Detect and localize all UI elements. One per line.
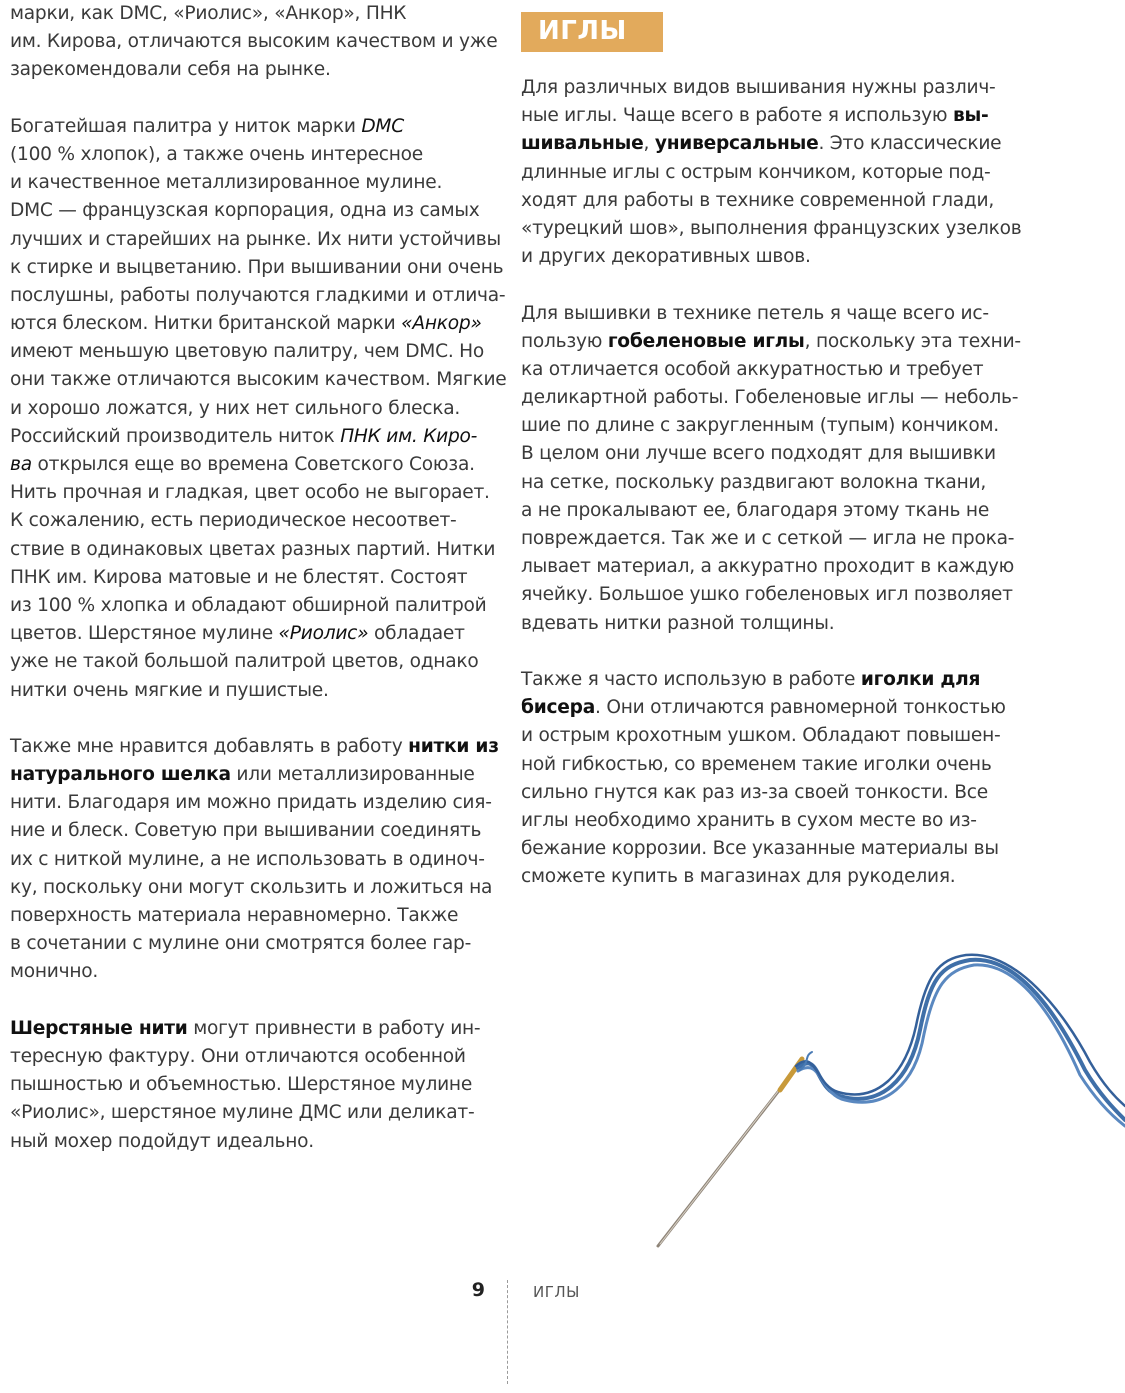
brand-ankor: «Анкор» — [401, 313, 482, 335]
footer-divider — [507, 1280, 508, 1384]
text-line: цветов. Шерстяное мулине «Риолис» обладает — [10, 623, 465, 645]
text-line: ной гибкостью, со временем такие иголки очень — [521, 753, 992, 775]
term-universal: универсальные — [654, 133, 819, 155]
text-line: на сетке, поскольку раздвигают волокна ткани, — [521, 471, 986, 493]
page-number: 9 — [471, 1279, 485, 1301]
text-line: ние и блеск. Советую при вышивании соединять — [10, 820, 482, 842]
brand-riolis: «Риолис» — [278, 623, 369, 645]
text-line: ные иглы. Чаще всего в работе я использую вы- — [521, 105, 989, 127]
text-line: В целом они лучше всего подходят для вышивки — [521, 443, 996, 465]
text-line: ка отличается особой аккуратностью и требует — [521, 358, 984, 380]
text-line: (100 % хлопок), а также очень интересное — [10, 143, 423, 165]
paragraph-wool-threads — [10, 1015, 488, 1156]
text-line: Для вышивки в технике петель я чаще всего ис- — [521, 302, 989, 324]
term-embroidery-cont: шивальные — [521, 133, 644, 155]
text-line: и острым крохотным ушком. Обладают повышен- — [521, 725, 1001, 747]
text-line: сильно гнутся как раз из-за своей тонкости. Все — [521, 781, 988, 803]
text-line: «Риолис», шерстяное мулине ДМС или деликат- — [10, 1102, 475, 1124]
text-line: ются блеском. Нитки британской марки «Анкор» — [10, 313, 482, 335]
text-line: ствие в одинаковых цветах разных партий. Нитки — [10, 538, 496, 560]
right-column — [521, 74, 1022, 891]
term-silk-cont: натурального шелка — [10, 764, 231, 786]
text-line: бисера. Они отличаются равномерной тонкостью — [521, 697, 1006, 719]
text-line: марки, как DMC, «Риолис», «Анкор», ПНК — [10, 3, 407, 24]
section-heading: ИГЛЫ — [521, 12, 663, 52]
paragraph-needle-types — [521, 74, 1022, 271]
text-line: зарекомендовали себя на рынке. — [10, 59, 331, 81]
term-embroidery: вы- — [952, 105, 989, 127]
text-line: монично. — [10, 961, 99, 983]
text-line: поверхность материала неравномерно. Также — [10, 905, 459, 926]
text-line: ку, поскольку они могут скользить и ложиться на — [10, 876, 493, 898]
text-line: Для различных видов вышивания нужны различ- — [521, 77, 996, 98]
term-bead-needles-cont: бисера — [521, 697, 596, 719]
text-line: шие по длине с закругленным (тупым) кончиком. — [521, 415, 999, 437]
text-line: в сочетании с мулине они смотрятся более гар- — [10, 933, 472, 955]
text-line: ный мохер подойдут идеально. — [10, 1130, 314, 1152]
text-line: повреждается. Так же и с сеткой — игла не прока- — [521, 528, 1015, 549]
text-line: нитки очень мягкие и пушистые. — [10, 679, 329, 701]
paragraph-thread-brands — [10, 0, 498, 85]
text-line: вдевать нитки разной толщины. — [521, 612, 835, 634]
text-line: и качественное металлизированное мулине. — [10, 172, 443, 194]
text-line: Нить прочная и гладкая, цвет особо не выгорает. — [10, 482, 490, 504]
brand-dmc: DMC — [361, 115, 404, 137]
term-bead-needles: иголки для — [860, 668, 981, 690]
text-line: лучших и старейших на рынке. Их нити устойчивы — [10, 228, 501, 250]
text-line: их с ниткой мулине, а не использовать в одиноч- — [10, 848, 485, 870]
text-line: DMC — французская корпорация, одна из самых — [10, 200, 480, 222]
text-line: сможете купить в магазинах для рукоделия. — [521, 866, 956, 888]
thread-icon — [796, 955, 1125, 1126]
text-line: иглы необходимо хранить в сухом месте во из- — [521, 809, 977, 831]
text-line: тересную фактуру. Они отличаются особенной — [10, 1045, 466, 1067]
text-line: ва открылся еще во времена Советского Союза. — [10, 454, 475, 475]
text-line: к стирке и выцветанию. При вышивании они очень — [10, 256, 504, 278]
text-line: послушны, работы получаются гладкими и отлича- — [10, 284, 506, 306]
text-line: шивальные, универсальные. Это классические — [521, 133, 1002, 155]
text-line: деликартной работы. Гобеленовые иглы — неболь- — [521, 387, 1019, 409]
text-line: Шерстяные нити могут привнести в работу ин- — [10, 1017, 481, 1039]
paragraph-bead-needles — [521, 666, 1006, 892]
text-line: ячейку. Большое ушко гобеленовых игл позволяет — [521, 584, 1013, 606]
text-line: пользую гобеленовые иглы, поскольку эта техни- — [521, 330, 1021, 352]
text-line: Также я часто использую в работе иголки для — [521, 668, 981, 690]
text-line: «турецкий шов», выполнения французских узелков — [521, 217, 1022, 239]
text-line: лывает материал, а аккуратно проходит в каждую — [521, 556, 1015, 578]
term-wool: Шерстяные нити — [10, 1017, 188, 1039]
text-line: Также мне нравится добавлять в работу нитки из — [10, 735, 499, 757]
text-line: и других декоративных швов. — [521, 246, 811, 268]
text-line: Богатейшая палитра у ниток марки DMC — [10, 115, 404, 137]
brand-pnk-cont: ва — [10, 454, 32, 475]
text-line: им. Кирова, отличаются высоким качеством и уже — [10, 31, 498, 53]
left-column — [10, 0, 507, 1156]
text-line: длинные иглы с острым кончиком, которые под- — [521, 161, 991, 183]
text-line: и хорошо ложатся, у них нет сильного блеска. — [10, 397, 461, 419]
text-line: а не прокалывают ее, благодаря этому ткань не — [521, 499, 990, 521]
running-section-title: ИГЛЫ — [533, 1283, 580, 1301]
paragraph-silk-threads — [10, 733, 499, 987]
needle-thread-illustration — [640, 930, 1125, 1260]
text-line: нити. Благодаря им можно придать изделию сия- — [10, 792, 492, 814]
text-line: ПНК им. Кирова матовые и не блестят. Состоят — [10, 566, 468, 588]
term-tapestry: гобеленовые иглы — [607, 330, 805, 352]
text-line: уже не такой большой палитрой цветов, однако — [10, 651, 479, 673]
brand-pnk: ПНК им. Киро- — [340, 425, 478, 447]
text-line: пышностью и объемностью. Шерстяное мулине — [10, 1074, 473, 1096]
paragraph-palette — [10, 113, 507, 705]
term-silk: нитки из — [408, 735, 499, 757]
text-line: бежание коррозии. Все указанные материалы вы — [521, 838, 999, 860]
text-line: они также отличаются высоким качеством. Мягкие — [10, 369, 507, 391]
text-line: натурального шелка или металлизированные — [10, 764, 475, 786]
text-line: ходят для работы в технике современной глади, — [521, 189, 995, 211]
text-line: из 100 % хлопка и обладают обширной палитрой — [10, 594, 487, 616]
text-line: К сожалению, есть периодическое несоответ- — [10, 510, 457, 532]
paragraph-tapestry-needles — [521, 300, 1021, 638]
text-line: имеют меньшую цветовую палитру, чем DMC. Но — [10, 341, 485, 363]
text-line: Российский производитель ниток ПНК им. Киро- — [10, 425, 478, 447]
